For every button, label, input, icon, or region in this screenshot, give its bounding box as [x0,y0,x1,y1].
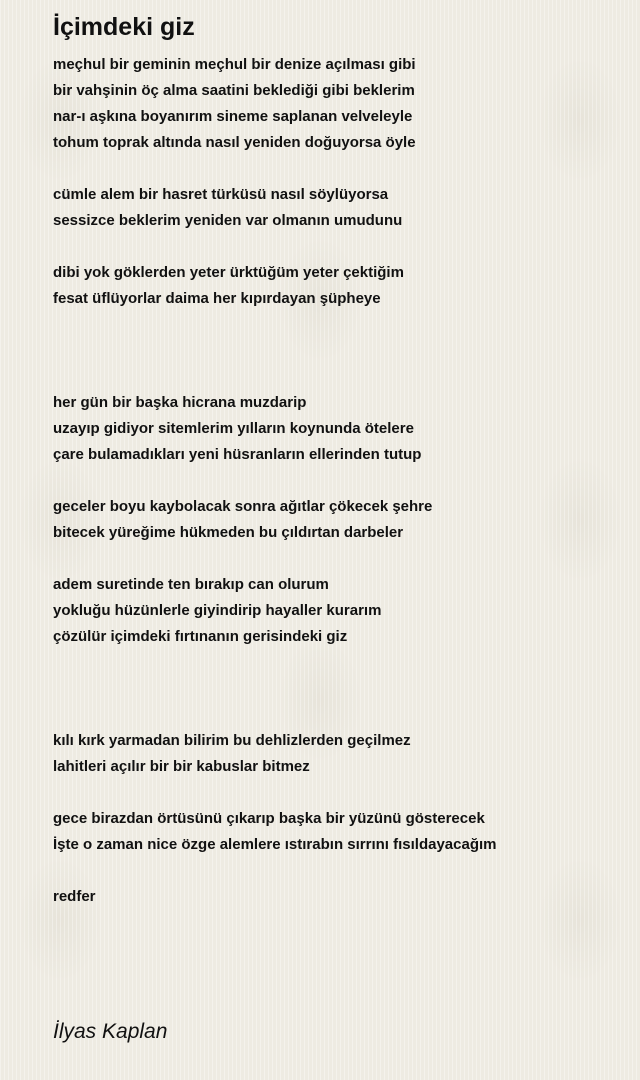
poem-line: kılı kırk yarmadan bilirim bu dehlizlerden geçilmez [53,732,411,749]
poem-line: yokluğu hüzünlerle giyindirip hayaller kurarım [53,602,382,619]
section-break [53,312,613,390]
poem-line: dibi yok göklerden yeter ürktüğüm yeter çektiğim [53,264,404,281]
poem-line: adem suretinde ten bırakıp can olurum [53,576,329,593]
stanza-break [53,156,613,182]
section-break [53,650,613,728]
poem-line: uzayıp gidiyor sitemlerim yılların koynunda ötelere [53,420,414,437]
poem-line: bir vahşinin öç alma saatini beklediği gibi beklerim [53,82,415,99]
poem-signature-line: redfer [53,888,96,905]
poem-line: çare bulamadıkları yeni hüsranların ellerinden tutup [53,446,422,463]
poem-line: sessizce beklerim yeniden var olmanın umudunu [53,212,403,229]
poem-line: meçhul bir geminin meçhul bir denize açılması gibi [53,56,416,73]
stanza-break [53,780,613,806]
author-name: İlyas Kaplan [53,1020,168,1043]
poem-line: çözülür içimdeki fırtınanın gerisindeki giz [53,628,348,645]
poem-line: tohum toprak altında nasıl yeniden doğuyorsa öyle [53,134,416,151]
poem-body [53,52,613,910]
stanza-break [53,468,613,494]
poem-line: nar-ı aşkına boyanırım sineme saplanan velveleyle [53,108,413,125]
stanza-break [53,858,613,884]
poem-title: İçimdeki giz [53,13,195,41]
poem-line: gece birazdan örtüsünü çıkarıp başka bir yüzünü gösterecek [53,810,485,827]
poem-line: geceler boyu kaybolacak sonra ağıtlar çökecek şehre [53,498,433,515]
poem-line: İşte o zaman nice özge alemlere ıstırabın sırrını fısıldayacağım [53,836,497,853]
stanza-break [53,546,613,572]
poem-line: her gün bir başka hicrana muzdarip [53,394,307,411]
poem-line: fesat üflüyorlar daima her kıpırdayan şüpheye [53,290,381,307]
poem-line: bitecek yüreğime hükmeden bu çıldırtan darbeler [53,524,404,541]
poem-line: cümle alem bir hasret türküsü nasıl söylüyorsa [53,186,389,203]
poem-line: lahitleri açılır bir bir kabuslar bitmez [53,758,310,775]
stanza-break [53,234,613,260]
